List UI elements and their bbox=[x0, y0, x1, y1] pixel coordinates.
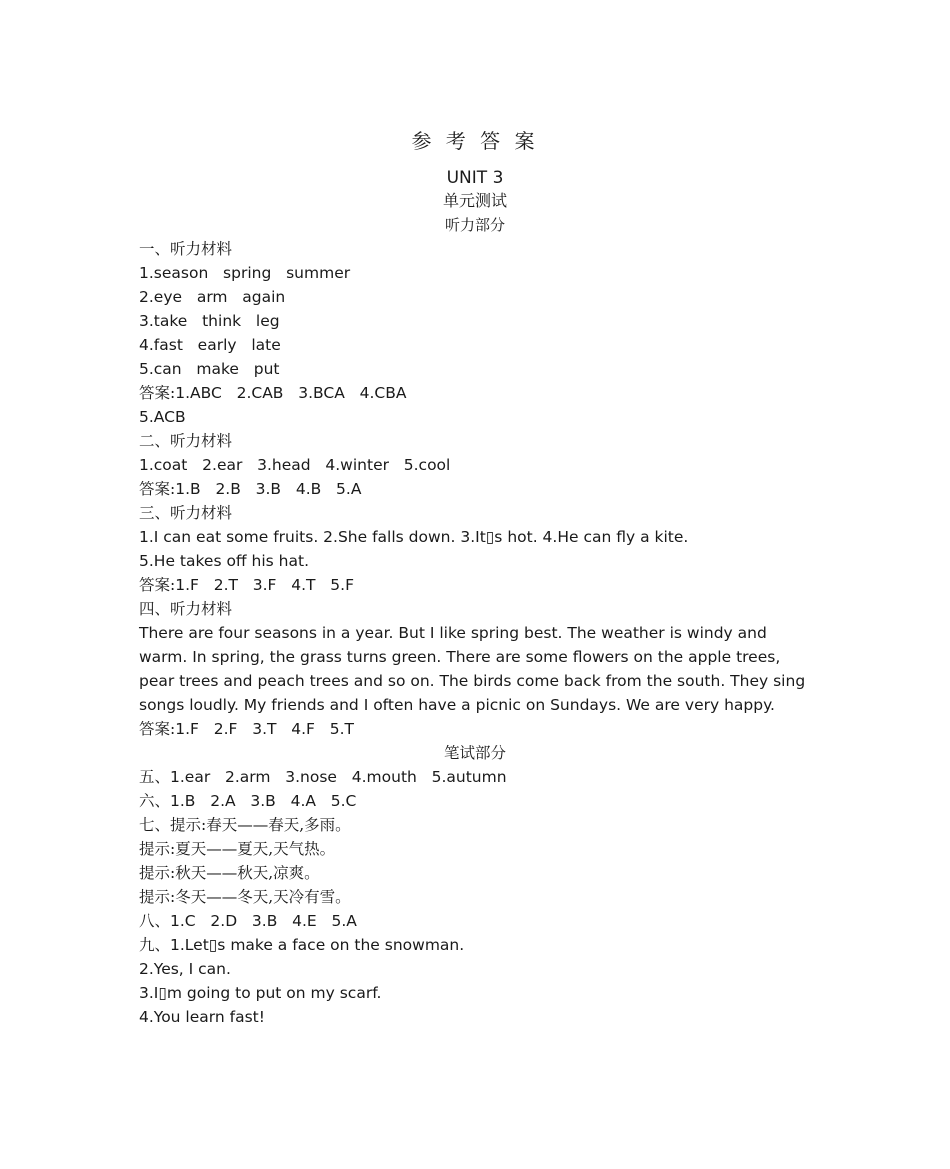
listening-section-title: 听力部分 bbox=[444, 216, 505, 234]
part4-passage: There are four seasons in a year. But I like spring best. The weather is windy and warm. In spring, the grass turns green. There are some flowers on the apple trees, pear trees and peach trees and so on. The birds come back from the south. They sing songs loudly. My friends and I often have a picnic on Sundays. We are very happy. bbox=[139, 624, 806, 714]
part1-answer-cont: 5.ACB bbox=[139, 408, 186, 426]
part3-answer bbox=[139, 573, 819, 597]
test-subtitle: 单元测试 bbox=[442, 191, 507, 210]
answer-content bbox=[139, 237, 819, 1029]
part2-heading: 二、听力材料 bbox=[139, 432, 233, 450]
part6-answer bbox=[139, 789, 819, 813]
part2-answer bbox=[139, 477, 819, 501]
writing-section-title: 笔试部分 bbox=[443, 744, 506, 762]
part9-line: 2.Yes, I can. bbox=[139, 960, 231, 978]
part1-heading: 一、听力材料 bbox=[139, 240, 233, 258]
part1-line: 1.season spring summer bbox=[139, 264, 351, 282]
part3-line: 1.I can eat some fruits. 2.She falls down. 3.It▯s hot. 4.He can fly a kite. bbox=[139, 528, 689, 546]
part5-answer bbox=[139, 765, 819, 789]
part-number: 九、 bbox=[139, 936, 171, 954]
answer-text: 1.F 2.F 3.T 4.F 5.T bbox=[175, 720, 354, 738]
part7-hint: 提示:夏天——夏天,天气热。 bbox=[139, 840, 336, 858]
answer-text: 1.B 2.B 3.B 4.B 5.A bbox=[175, 480, 362, 498]
part1-line: 4.fast early late bbox=[139, 336, 281, 354]
part3-line: 5.He takes off his hat. bbox=[139, 552, 309, 570]
part9-answer bbox=[139, 933, 819, 957]
part-number: 七、 bbox=[139, 816, 171, 834]
answer-text: 1.ABC 2.CAB 3.BCA 4.CBA bbox=[175, 384, 407, 402]
part3-heading: 三、听力材料 bbox=[139, 504, 233, 522]
part8-answer bbox=[139, 909, 819, 933]
answer-prefix: 答案: bbox=[139, 480, 176, 498]
answer-prefix: 答案: bbox=[139, 576, 176, 594]
answer-prefix: 答案: bbox=[139, 720, 176, 738]
part-number: 六、 bbox=[139, 792, 171, 810]
part1-line: 2.eye arm again bbox=[139, 288, 286, 306]
answer-text: 1.Let▯s make a face on the snowman. bbox=[170, 936, 465, 954]
part-number: 八、 bbox=[139, 912, 171, 930]
page-title: 参 考 答 案 bbox=[411, 129, 539, 153]
answer-text: 1.C 2.D 3.B 4.E 5.A bbox=[170, 912, 357, 930]
answer-text: 1.ear 2.arm 3.nose 4.mouth 5.autumn bbox=[170, 768, 507, 786]
part9-line: 3.I▯m going to put on my scarf. bbox=[139, 984, 382, 1002]
hint-text: 提示:春天——春天,多雨。 bbox=[170, 816, 351, 834]
part1-line: 5.can make put bbox=[139, 360, 280, 378]
unit-title: UNIT 3 bbox=[446, 168, 504, 188]
part1-answer bbox=[139, 381, 819, 405]
part2-line: 1.coat 2.ear 3.head 4.winter 5.cool bbox=[139, 456, 451, 474]
part4-answer bbox=[139, 717, 819, 741]
part9-line: 4.You learn fast! bbox=[139, 1008, 265, 1026]
answer-text: 1.B 2.A 3.B 4.A 5.C bbox=[170, 792, 357, 810]
part7-hint: 提示:冬天——冬天,天冷有雪。 bbox=[139, 888, 351, 906]
answer-prefix: 答案: bbox=[139, 384, 176, 402]
answer-text: 1.F 2.T 3.F 4.T 5.F bbox=[175, 576, 354, 594]
part7-answer bbox=[139, 813, 819, 837]
part4-heading: 四、听力材料 bbox=[139, 600, 233, 618]
part-number: 五、 bbox=[139, 768, 171, 786]
part7-hint: 提示:秋天——秋天,凉爽。 bbox=[139, 864, 320, 882]
part1-line: 3.take think leg bbox=[139, 312, 280, 330]
